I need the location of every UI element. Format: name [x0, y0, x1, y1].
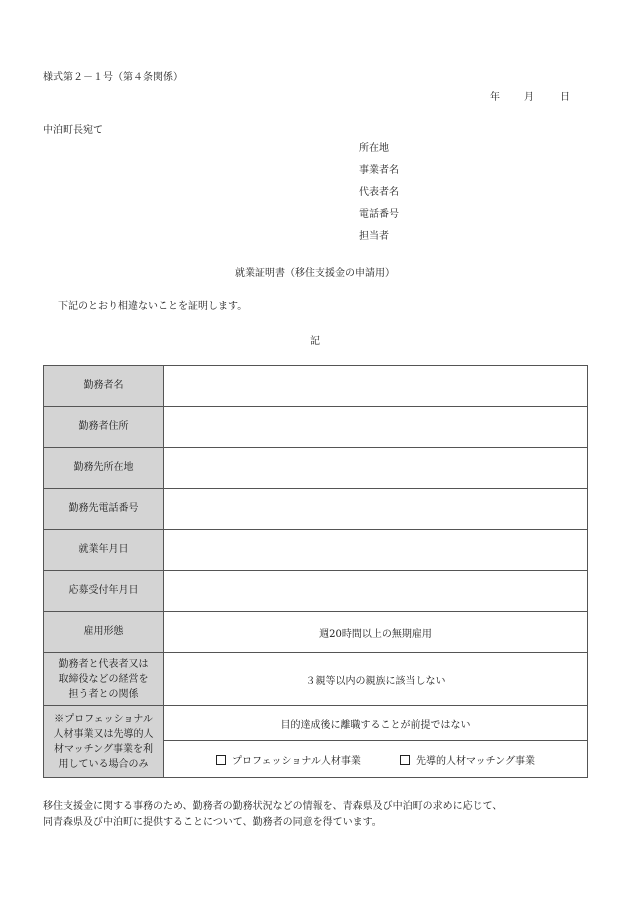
- option-professional-label: プロフェッショナル人材事業: [232, 755, 361, 767]
- table-row: [44, 489, 588, 530]
- option-professional-checkbox[interactable]: [216, 752, 361, 767]
- applicant-representative-label: 代表者名: [359, 187, 399, 198]
- workplace-phone-label: 勤務先電話番号: [44, 489, 164, 530]
- table-row: [44, 571, 588, 612]
- table-row: [44, 448, 588, 489]
- date-month-label: 月: [524, 92, 534, 103]
- checkbox-icon: [400, 755, 410, 765]
- professional-label: [44, 706, 164, 778]
- applicant-address-label: 所在地: [359, 143, 389, 154]
- form-number: 様式第２－１号（第４条関係）: [43, 72, 183, 83]
- professional-label-line: ※プロフェッショナル: [54, 713, 153, 725]
- professional-label-line: 人材事業又は先導的人: [53, 728, 154, 740]
- workplace-address-label: 勤務先所在地: [44, 448, 164, 489]
- option-leading-label: 先導的人材マッチング事業: [416, 755, 535, 767]
- date-year-label: 年: [490, 92, 500, 103]
- program-options: [164, 741, 588, 778]
- ki-heading: 記: [310, 336, 320, 347]
- workplace-phone-field[interactable]: [164, 489, 588, 530]
- applicant-phone-label: 電話番号: [359, 209, 399, 220]
- table-row: [44, 706, 588, 741]
- relation-value: ３親等以内の親族に該当しない: [164, 653, 588, 706]
- option-leading-checkbox[interactable]: [400, 752, 535, 767]
- worker-name-label: 勤務者名: [44, 366, 164, 407]
- certificate-table: [43, 365, 588, 778]
- professional-label-line: 材マッチング事業を利: [54, 743, 153, 755]
- applicant-contact-label: 担当者: [359, 231, 389, 242]
- relation-label-line: 取締役などの経営を: [58, 673, 149, 685]
- table-row: [44, 612, 588, 653]
- intro-text: 下記のとおり相違ないことを証明します。: [58, 301, 248, 312]
- worker-address-label: 勤務者住所: [44, 407, 164, 448]
- table-row: [44, 407, 588, 448]
- worker-name-field[interactable]: [164, 366, 588, 407]
- employment-type-label: 雇用形態: [44, 612, 164, 653]
- application-date-label: 応募受付年月日: [44, 571, 164, 612]
- addressee: 中泊町長宛て: [43, 125, 103, 136]
- relation-label-line: 勤務者と代表者又は: [58, 658, 149, 670]
- employment-type-value: 週20時間以上の無期雇用: [164, 612, 588, 653]
- worker-address-field[interactable]: [164, 407, 588, 448]
- workplace-address-field[interactable]: [164, 448, 588, 489]
- table-row: [44, 653, 588, 706]
- consent-line: 移住支援金に関する事務のため、勤務者の勤務状況などの情報を、青森県及び中泊町の求めに応じて、: [43, 801, 503, 812]
- consent-note: [43, 799, 502, 831]
- professional-value: 目的達成後に離職することが前提ではない: [164, 706, 588, 741]
- professional-label-line: 用している場合のみ: [58, 758, 149, 770]
- relation-label-line: 担う者との関係: [68, 688, 139, 700]
- employment-date-label: 就業年月日: [44, 530, 164, 571]
- applicant-company-label: 事業者名: [359, 165, 399, 176]
- table-row: [44, 366, 588, 407]
- checkbox-icon: [216, 755, 226, 765]
- consent-line: 同青森県及び中泊町に提供することについて、勤務者の同意を得ています。: [43, 817, 382, 828]
- document-title: 就業証明書（移住支援金の申請用）: [235, 268, 395, 279]
- application-date-field[interactable]: [164, 571, 588, 612]
- employment-date-field[interactable]: [164, 530, 588, 571]
- relation-label: [44, 653, 164, 706]
- table-row: [44, 530, 588, 571]
- date-day-label: 日: [560, 92, 570, 103]
